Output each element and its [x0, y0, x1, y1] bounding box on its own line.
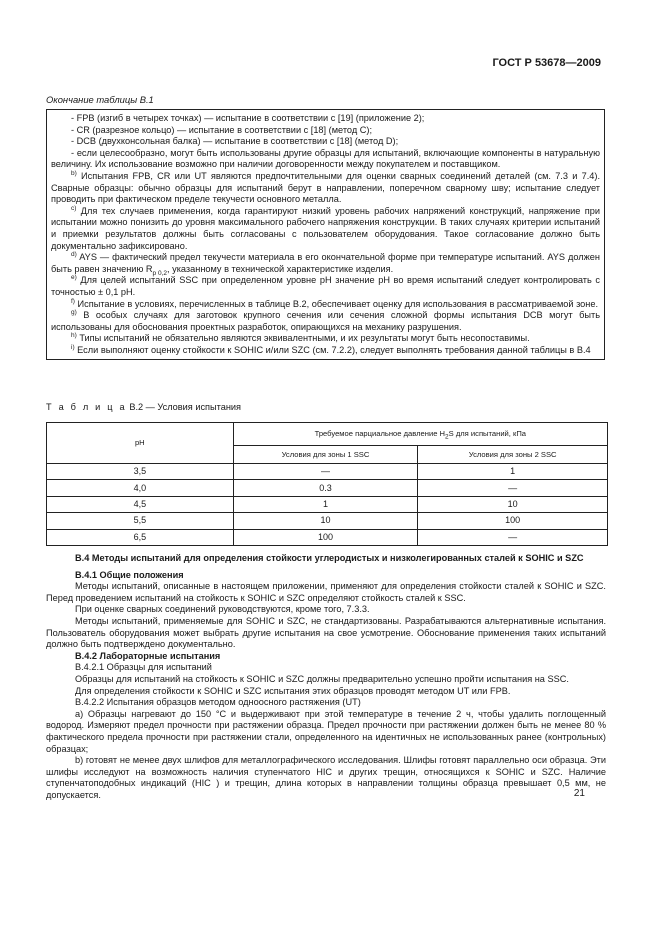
- table-caption: Т а б л и ц а В.2 — Условия испытания: [46, 402, 242, 412]
- paragraph: Для определения стойкости к SOHIC и SZC испытания этих образцов проводят методом UT или FPB.: [75, 685, 511, 696]
- subsection-heading: В.4.2 Лабораторные испытания: [75, 650, 221, 661]
- note-mark: g): [71, 309, 77, 317]
- paragraph: Методы испытаний, применяемые для SOHIC и SZC, не стандартизованы. Разрабатываются альтернативные испытания. Пользователь оборудования может выбрать другие испытания на свое усмотрение. Обоснование применения таких испытаний должно быть подтверждено документально.: [46, 615, 606, 650]
- table-continuation-label: Окончание таблицы В.1: [46, 94, 154, 105]
- note-item: - DCB (двухконсольная балка) — испытание в соответствии с [18] (метод D);: [71, 136, 399, 147]
- paragraph: В.4.2.2 Испытания образцов методом одноосного растяжения (UT): [75, 697, 361, 708]
- table-row: 6,5 100 —: [47, 529, 608, 545]
- main-text: [46, 553, 606, 801]
- note-item: $^{e)}$ Для целей испытаний SSC при определенном уровне pH значение pH во время испытаний следует контролировать с точностью ± 0,1 pH.: [51, 274, 600, 297]
- note-mark: c): [71, 204, 77, 212]
- table-row: 4,0 0.3 —: [47, 480, 608, 496]
- header-partial-pressure: Требуемое парциальное давление $H_2S$ для испытаний, кПа: [233, 423, 607, 446]
- note-item: $^{b)}$ Испытания FPB, CR или UT являются предпочтительными для оценки сварных соединений деталей (см. 7.3 и 7.4). Сварные образцы: обычно образцы для испытаний берут в направлении, поперечном сварному шву; испытание следует проводить при фактическом пределе текучести основного металла.: [51, 169, 600, 205]
- subsection-heading: В.4.1 Общие положения: [75, 569, 184, 580]
- note-item: - FPB (изгиб в четырех точках) — испытание в соответствии с [19] (приложение 2);: [71, 113, 425, 123]
- table-notes-box: [46, 109, 605, 360]
- note-item: $^{d)}$ AYS — фактический предел текучести материала в его окончательной форме при температуре испытаний. AYS должен быть равен значению $R_{p 0,2}$, указанному в технической характеристике изделия.: [51, 251, 600, 277]
- note-item: $^{f)}$ Испытание в условиях, перечисленных в таблице В.2, обеспечивает оценку для использования в рассматриваемой зоне.: [71, 297, 599, 309]
- note-mark: h): [71, 332, 77, 340]
- header-zone2: Условия для зоны 2 SSC: [418, 446, 608, 464]
- table-row: 4,5 1 10: [47, 496, 608, 512]
- paragraph: При оценке сварных соединений руководствуются, кроме того, 7.3.3.: [75, 604, 370, 615]
- note-mark: e): [71, 274, 77, 282]
- table-row: 5,5 10 100: [47, 513, 608, 529]
- test-conditions-table: [46, 422, 608, 546]
- document-code: ГОСТ Р 53678—2009: [492, 57, 601, 69]
- note-item: - CR (разрезное кольцо) — испытание в соответствии с [18] (метод С);: [71, 124, 373, 135]
- note-item: $^{h)}$ Типы испытаний не обязательно являются эквивалентными, и их результаты могут быть несопоставимы.: [71, 332, 530, 344]
- header-zone1: Условия для зоны 1 SSC: [233, 446, 418, 464]
- note-mark: i): [71, 343, 75, 351]
- note-mark: d): [71, 251, 77, 259]
- note-item: $^{i)}$ Если выполняют оценку стойкости к SOHIC и/или SZC (см. 7.2.2), следует выполнять требования данной таблицы в В.4: [71, 343, 591, 355]
- note-mark: f): [71, 297, 75, 305]
- table-row: 3,5 — 1: [47, 464, 608, 480]
- paragraph: b) готовят не менее двух шлифов для металлографического исследования. Шлифы готовят параллельно оси образца. Эти шлифы исследуют на возможность наличия ступенчатого HIC и других трещин, относящихся к SOHIC и SZC. Наличие ступенчатоподобных индикаций (HIC ) и трещин, длина которых в направлении толщины образца превышает 0,5 мм, не допускается.: [46, 755, 606, 800]
- page-number: 21: [573, 788, 585, 799]
- paragraph: Образцы для испытаний на стойкость к SOHIC и SZC должны предварительно успешно пройти испытания на SSC.: [75, 673, 569, 684]
- note-item: $^{c)}$ Для тех случаев применения, когда гарантируют низкий уровень рабочих напряжений конструкций, напряжение при испытании можно понизить до уровня максимального рабочего напряжения конструкции. В таких случаях критерии испытаний и приемки результатов должны быть согласованы с пользователем оборудования. Такое согласование должно быть документально зафиксировано.: [51, 204, 600, 251]
- note-mark: b): [71, 169, 77, 177]
- header-ph: pH: [47, 423, 234, 464]
- paragraph: а) Образцы нагревают до 150 °С и выдерживают при этой температуре в течение 2 ч, чтобы удалить поглощенный водород. Измеряют предел прочности при растяжении образца. Предел прочности при растяжении должен быть не менее 80 % фактического предела прочности при растяжении стали, определенного на идентичных не использованных ранее (контрольных) образцах;: [46, 708, 606, 754]
- note-item: $^{g)}$ В особых случаях для заготовок крупного сечения или сечения сложной формы испытания DCB могут быть использованы для обоснования проектных разработок, опирающихся на механику разрушения.: [51, 309, 600, 332]
- note-item: - если целесообразно, могут быть использованы другие образцы для испытаний, включающие компоненты в натуральную величину. Их использование возможно при наличии договоренности между покупателем и поставщиком.: [51, 147, 600, 170]
- section-heading: В.4 Методы испытаний для определения стойкости углеродистых и низколегированных сталей к SOHIC и SZC: [75, 553, 584, 563]
- paragraph: В.4.2.1 Образцы для испытаний: [75, 662, 212, 673]
- paragraph: Методы испытаний, описанные в настоящем приложении, применяют для определения стойкости сталей к SOHIC и SZC. Перед проведением испытаний на стойкость к SOHIC и SZC определяют стойкость сталей к SSC.: [46, 581, 606, 603]
